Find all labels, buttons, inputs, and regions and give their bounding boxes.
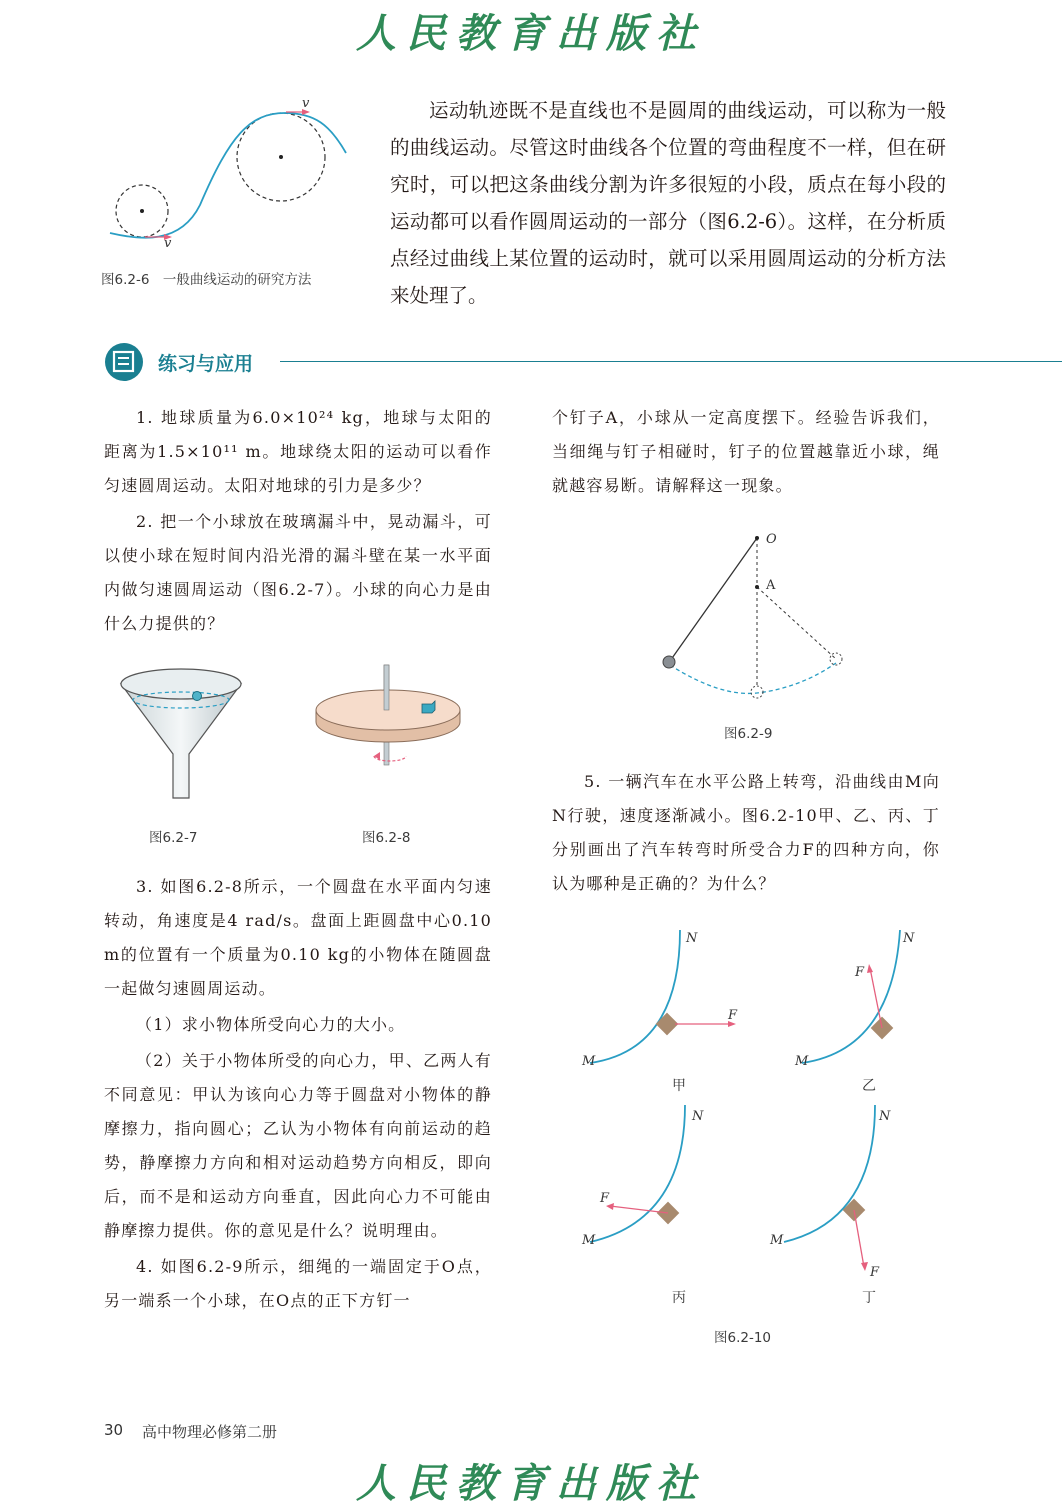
ding-f-label: F bbox=[870, 1265, 880, 1280]
figure-6-2-6 bbox=[100, 95, 360, 255]
exercise-section-icon bbox=[104, 342, 146, 382]
figure-6-2-9-pendulum bbox=[650, 525, 850, 705]
bing-m-label: M bbox=[582, 1233, 596, 1248]
jia-label: 甲 bbox=[672, 1078, 686, 1094]
nail-a bbox=[755, 585, 759, 589]
bing-n-label: N bbox=[692, 1109, 704, 1124]
panel-jia bbox=[581, 930, 738, 1094]
right-column bbox=[552, 401, 940, 505]
exercise-3-part-1: （1）求小物体所受向心力的大小。 bbox=[136, 1015, 406, 1034]
bing-f-label: F bbox=[600, 1191, 610, 1206]
funnel-ball bbox=[193, 692, 202, 701]
velocity-label-top: v bbox=[302, 96, 310, 111]
figure-6-2-7-funnel bbox=[115, 660, 250, 805]
fig-6-2-9-caption: 图6.2-9 bbox=[724, 726, 773, 742]
rope bbox=[670, 538, 757, 661]
figure-6-2-10 bbox=[570, 920, 940, 1320]
large-circle-center bbox=[279, 155, 283, 159]
exercise-5: 5. 一辆汽车在水平公路上转弯，沿曲线由M向N行驶，速度逐渐减小。图6.2-10甲、乙、丙、丁分别画出了汽车转弯时所受合力F的四种方向，你认为哪种是正确的？为什么？ bbox=[552, 772, 940, 893]
jia-m-label: M bbox=[582, 1054, 596, 1069]
point-o-label: O bbox=[766, 532, 777, 547]
section-title: 练习与应用 bbox=[158, 353, 254, 375]
ding-label: 丁 bbox=[862, 1290, 876, 1306]
jia-n-label: N bbox=[686, 931, 698, 946]
intro-paragraph: 运动轨迹既不是直线也不是圆周的曲线运动，可以称为一般的曲线运动。尽管这时曲线各个位置的弯曲程度不一样，但在研究时，可以把这条曲线分割为许多很短的小段，质点在每小段的运动都可以看作圆周运动的一部分（图6.2-6）。这样，在分析质点经过曲线上某位置的运动时，就可以采用圆周运动的分析方法来处理了。 bbox=[390, 99, 946, 307]
exercise-3-part-2: （2）关于小物体所受的向心力，甲、乙两人有不同意见：甲认为该向心力等于圆盘对小物体的静摩擦力，指向圆心；乙认为小物体有向前运动的趋势，静摩擦力方向和相对运动趋势方向相反，即向后，而不是和运动方向垂直，因此向心力不可能由静摩擦力提供。你的意见是什么？说明理由。 bbox=[104, 1051, 492, 1240]
panel-bing bbox=[581, 1105, 704, 1306]
left-column-lower bbox=[104, 870, 492, 1320]
book-title: 高中物理必修第二册 bbox=[142, 1423, 278, 1441]
yi-label: 乙 bbox=[862, 1078, 876, 1094]
ding-m-label: M bbox=[770, 1233, 784, 1248]
yi-f-label: F bbox=[855, 965, 865, 980]
velocity-label-bottom: v bbox=[164, 236, 172, 251]
right-column-lower bbox=[552, 765, 940, 903]
pendulum-ball bbox=[663, 656, 675, 668]
bing-label: 丙 bbox=[672, 1290, 686, 1306]
yi-m-label: M bbox=[795, 1054, 809, 1069]
intro-paragraph-block bbox=[390, 92, 946, 314]
yi-n-label: N bbox=[903, 931, 915, 946]
fig-6-2-7-caption: 图6.2-7 bbox=[149, 830, 198, 846]
fig-6-2-8-caption: 图6.2-8 bbox=[362, 830, 411, 846]
figure-6-2-8-disk bbox=[310, 660, 470, 770]
left-column bbox=[104, 401, 492, 643]
ding-n-label: N bbox=[879, 1109, 891, 1124]
exercise-2: 2. 把一个小球放在玻璃漏斗中，晃动漏斗，可以使小球在短时间内沿光滑的漏斗壁在某一水平面内做匀速圆周运动（图6.2-7）。小球的向心力是由什么力提供的？ bbox=[104, 512, 492, 633]
exercise-4-continued: 个钉子A，小球从一定高度摆下。经验告诉我们，当细绳与钉子相碰时，钉子的位置越靠近小球，绳就越容易断。请解释这一现象。 bbox=[552, 408, 940, 495]
small-circle-center bbox=[140, 209, 144, 213]
general-curve bbox=[110, 113, 346, 238]
jia-f-label: F bbox=[728, 1008, 738, 1023]
panel-yi bbox=[794, 930, 915, 1094]
section-divider bbox=[280, 361, 1062, 362]
exercise-1: 1. 地球质量为6.0×10²⁴ kg，地球与太阳的距离为1.5×10¹¹ m。地球绕太阳的运动可以看作匀速圆周运动。太阳对地球的引力是多少？ bbox=[104, 408, 492, 495]
exercise-3: 3. 如图6.2-8所示，一个圆盘在水平面内匀速转动，角速度是4 rad/s。盘面上距圆盘中心0.10 m的位置有一个质量为0.10 kg的小物体在随圆盘一起做匀速圆周运动。 bbox=[104, 877, 492, 998]
publisher-logo-bottom: 人民教育出版社 bbox=[356, 1460, 706, 1507]
exercise-4-start: 4. 如图6.2-9所示，细绳的一端固定于O点，另一端系一个小球，在O点的正下方钉一 bbox=[104, 1257, 492, 1310]
panel-ding bbox=[769, 1105, 891, 1306]
fig-6-2-6-caption: 图6.2-6 一般曲线运动的研究方法 bbox=[101, 272, 312, 288]
point-a-label: A bbox=[766, 578, 776, 593]
publisher-logo-top: 人民教育出版社 bbox=[356, 10, 706, 57]
fig-6-2-10-caption: 图6.2-10 bbox=[714, 1330, 772, 1346]
page-number: 30 bbox=[104, 1421, 124, 1439]
